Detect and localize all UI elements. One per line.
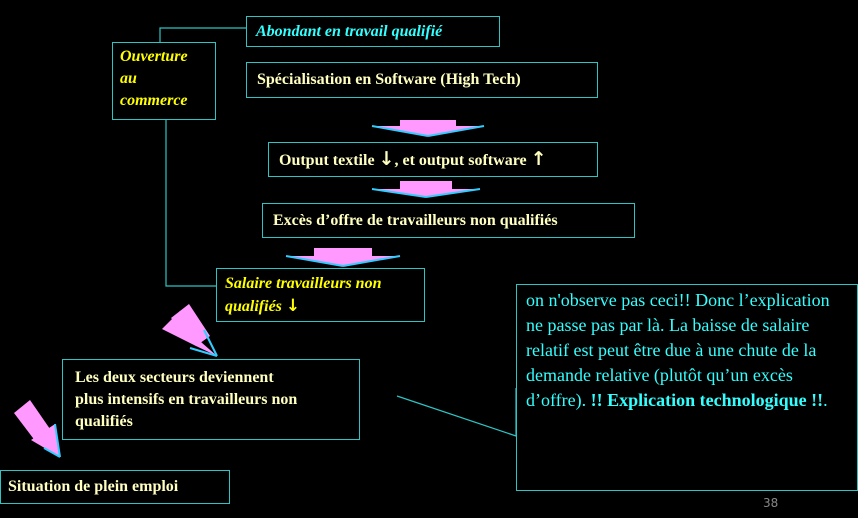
diagonal-arrow-2 <box>14 400 60 457</box>
box-plein-emploi <box>0 470 230 504</box>
box-plein-emploi-text: Situation de plein emploi <box>8 478 179 495</box>
box-output <box>268 142 598 177</box>
page-number: 38 <box>763 496 779 510</box>
connector-note <box>397 388 516 436</box>
box-salaire <box>216 268 425 322</box>
box-secteurs-line2: plus intensifs en travailleurs non <box>75 391 298 408</box>
box-ouverture-line2: au <box>120 70 137 87</box>
arrow-down-icon: ↓ <box>285 296 301 316</box>
box-specialisation-text: Spécialisation en Software (High Tech) <box>257 71 521 88</box>
box-ouverture-line1: Ouverture <box>120 48 188 65</box>
note-text: on n'observe pas ceci!! Donc l’explication ne passe pas par là. La baisse de salaire relatif est peut être due à une chute de la demande relative (plutôt qu’un excès d’offre). <box>526 290 830 410</box>
box-salaire-line1: Salaire travailleurs non <box>225 275 382 292</box>
box-secteurs-line1: Les deux secteurs deviennent <box>75 369 274 386</box>
box-abondant <box>246 16 500 47</box>
note-bold: !! Explication technologique !! <box>590 390 824 410</box>
down-arrow-1 <box>372 120 484 136</box>
box-ouverture-line3: commerce <box>120 92 188 109</box>
box-secteurs <box>62 359 360 440</box>
down-arrow-3 <box>286 248 400 266</box>
box-abondant-text: Abondant en travail qualifié <box>256 23 443 40</box>
note-tail: . <box>823 390 828 410</box>
arrow-up-icon: ↑ <box>530 148 547 170</box>
box-specialisation <box>246 62 598 98</box>
connector-abondant <box>160 28 246 42</box>
box-salaire-line2: qualifiés <box>225 298 286 315</box>
box-ouverture <box>112 42 216 120</box>
box-output-text-a: Output textile <box>279 152 379 169</box>
down-arrow-2 <box>372 181 480 197</box>
box-exces-text: Excès d’offre de travailleurs non qualifiés <box>273 212 558 229</box>
box-secteurs-line3: qualifiés <box>75 413 133 430</box>
connector-salaire <box>166 120 216 286</box>
box-exces <box>262 203 635 238</box>
box-output-text-b: , et output software <box>394 152 531 169</box>
note-box <box>516 284 858 491</box>
diagonal-arrow-1 <box>162 304 217 356</box>
arrow-down-icon: ↓ <box>378 148 395 170</box>
